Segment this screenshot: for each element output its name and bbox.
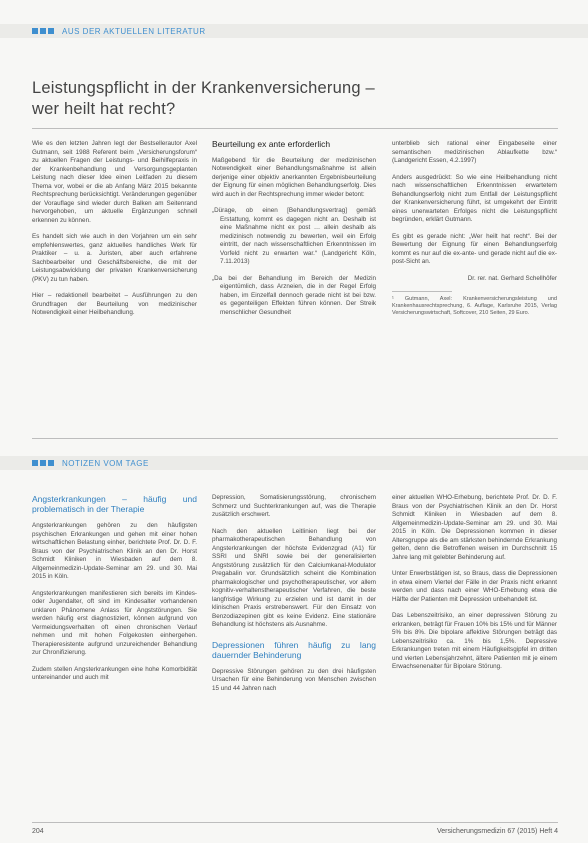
square-icon: [32, 460, 38, 466]
paragraph: Anders ausgedrückt: So wie eine Heilbehandlung nicht nach wissenschaftlichen Erkenntnissen erwartetem Behandlungserfolg nicht zum Entfall der Leistungspflicht der Krankenversicherung führt, ist umgekehrt der Eintritt eines unerwarteten Erfolges nicht die Leistungspflicht begründen, erklärt Gutmann.: [392, 173, 557, 223]
article-title-line-2: wer heilt hat recht?: [32, 100, 176, 118]
note-heading: Angsterkrankungen – häufig und problematisch in der Therapie: [32, 494, 197, 514]
article-title: [32, 78, 562, 120]
page-number: 204: [32, 828, 44, 835]
footnote-rule: [392, 291, 452, 292]
quote: „Dürage, ob einen [Behandlungsvertrag] gemäß Erstattung, kommt es dagegen nicht an. Deshalb ist eine Maßnahme nicht ex post … allein deshalb als medizinisch notwendig zu bewerten, weil ein Erfolg eintritt, der nach wissenschaftlichen Erkenntnissen im Vorfeld nicht zu erwarten war.“ (Landgericht Köln, 7.11.2013): [212, 207, 376, 265]
paragraph: Angsterkrankungen manifestieren sich bereits im Kindes- oder Jugendalter, oft sind im Kindesalter vorhandenen unklaren Phänomene Anlass für Angststörungen. Sie werden häufig erst diagnostiziert, können aufgrund von Vermeidungsverhalten oft einen chronischen Verlauf nehmen und mit hohen Folgekosten einhergehen. Therapieresistente aufgrund unzureichender Behandlung zur Chronifizierung.: [32, 589, 197, 656]
paragraph: Unter Erwerbstätigen ist, so Braus, dass die Depressionen in etwa einem Viertel der Fälle in der Praxis nicht erkannt werden und dass nach einer WHO-Erhebung etwa die Hälfte der Patienten mit Depression unbehandelt ist.: [392, 570, 557, 603]
square-icon: [40, 28, 46, 34]
footer-rule: [32, 822, 558, 823]
divider: [32, 438, 558, 439]
paragraph: unterblieb sich rational einer Eingabeseite einer semantischen medizinischen Ablaufkette bzw.“ (Landgericht Essen, 4.2.1997): [392, 140, 557, 164]
footnote: ¹ Gutmann, Axel: Krankenversicherungsleistung und Krankenhausrechtsprechung, 6. Auflage, Karlsruhe 2015, Verlag Versicherungswirtschaft, Softcover, 210 Seiten, 29 Euro.: [392, 296, 557, 316]
paragraph: Zudem stellen Angsterkrankungen eine hohe Komorbidität untereinander und auch mit: [32, 665, 197, 681]
article-column-2: [212, 140, 376, 325]
journal-name: Versicherungsmedizin 67 (2015) Heft 4: [436, 828, 558, 835]
paragraph: Wie es den letzten Jahren legt der Bestsellerautor Axel Gutmann, seit 1988 Referent beim „Versicherungsforum“ zu aktuellen Fragen der Leistungs- und Beihilfepraxis in der Krankenbehandlung und Versorgungsgeplanten Leistung nach dieser Idee einen Leitfaden zu diesem Thema vor, wobei er die ab Anfang März 2015 bekannte Rechtsprechung berücksichtigt. Veränderungen gegenüber der Vorauflage sind wieder durch Balken am Seitenrand hervorgehoben, um aktuelle Ergänzungen schnell erkennen zu können.: [32, 140, 197, 224]
paragraph: Es gibt es gerade nicht: „Wer heilt hat recht“. Bei der Bewertung der Eignung für einen Behandlungserfolg kommt es nur auf die ex-ante- und gerade nicht auf die ex-post-Sicht an.: [392, 232, 557, 265]
note-heading: Depressionen führen häufig zu lang dauernder Behinderung: [212, 639, 376, 660]
paragraph: Das Lebenszeitrisiko, an einer depressiven Störung zu erkranken, beträgt für Frauen 10% bis 15% und für Männer 5% bis 8%. Die bipolare affektive Störungen beträgt das Lebenszeitrisiko ca. 1% bis 1,5%. Depressive Erkrankungen treten mit einem Häufigkeitsgipfel im dritten und vierten Lebensjahrzehnt, ältere Patienten mit je einem Erwachsenenalter für Bipolare Störung.: [392, 612, 557, 670]
bottom-section-header: [32, 456, 149, 470]
paragraph: Nach den aktuellen Leitlinien liegt bei der pharmakotherapeutischen Behandlung von Angsterkrankungen der höchste Evidenzgrad (A1) für SSRI und SNRI sowie bei der generalisierten Angststörung zusätzlich für den Calciumkanal-Modulator Pregabalin vor. Grundsätzlich scheint die Kombination pharmakologischer und psychotherapeutischer, vor allem kognitiv-verhaltenstherapeutischer Verfahren, die beste langfristige Wirkung zu erzielen und ist damit in der klinischen Praxis erstrebenswert. Für den Einsatz von Benzodiazepinen gibt es keine Evidenz. Eine stationäre Behandlung ist höchstens als Ausnahme.: [212, 527, 376, 628]
paragraph: Angsterkrankungen gehören zu den häufigsten psychischen Erkrankungen und gehen mit einer hohen wirtschaftlichen Belastung einher, berichtete Prof. Dr. D. F. Braus von der Psychiatrischen Klinik an den Dr. Horst Schmidt Kliniken in Wiesbaden auf dem 8. Allgemeinmedizin-Update-Seminar am 29. und 30. Mai 2015 in Köln.: [32, 522, 197, 580]
divider: [32, 128, 558, 129]
notes-column-2: [212, 494, 376, 701]
square-icon: [48, 460, 54, 466]
square-icon: [32, 28, 38, 34]
article-column-3: [392, 140, 557, 325]
top-section-header: [32, 24, 206, 38]
square-icon: [48, 28, 54, 34]
article-title-line-1: Leistungspflicht in der Krankenversicherung –: [32, 79, 375, 97]
square-icon: [40, 460, 46, 466]
quote: „Da bei der Behandlung im Bereich der Medizin eigentümlich, dass Arzneien, die in der Regel Erfolg haben, im Einzelfall dennoch gerade nicht ist bei bzw. es gegenteiligen Effekten führen können. Der Streik menschlicher Gesundheit: [212, 274, 376, 316]
notes-column-3: [392, 494, 557, 680]
article-column-1: [32, 140, 197, 326]
paragraph: Depression, Somatisierungsstörung, chronischem Schmerz und Suchterkrankungen auf, was die Therapie zusätzlich erschwert.: [212, 494, 376, 518]
column-heading: Beurteilung ex ante erforderlich: [212, 139, 331, 149]
paragraph: Depressive Störungen gehören zu den drei häufigsten Ursachen für eine Behinderung von Menschen zwischen 15 und 44 Jahren nach: [212, 667, 376, 692]
section-label: NOTIZEN VOM TAGE: [62, 458, 149, 468]
paragraph: einer aktuellen WHO-Erhebung, berichtete Prof. Dr. D. F. Braus von der Psychiatrischen Klinik an den Dr. Horst Schmidt Kliniken in Wiesbaden auf dem 8. Allgemeinmedizin-Update-Seminar am 29. und 30. Mai 2015 in Köln. Die Depressionen kommen in dieser Altersgruppe als die am stärksten behindernde Erkrankung gelten, denn die Betroffenen weisen im Durchschnitt 15 Jahre lang mit gelebter Behinderung auf.: [392, 494, 557, 561]
section-label: AUS DER AKTUELLEN LITERATUR: [62, 26, 206, 36]
signature: Dr. rer. nat. Gerhard Schellhöfer: [467, 274, 557, 282]
paragraph: Hier – redaktionell bearbeitet – Ausführungen zu den Grundfragen der Beurteilung von medizinischer Notwendigkeit einer Heilbehandlung.: [32, 292, 197, 316]
paragraph: Es handelt sich wie auch in den Vorjahren um ein sehr empfehlenswertes, ganz aktuelles handliches Werk für Praktiker – u. a. Juristen, aber auch erfahrene Sachbearbeiter und Geschäftsbereiche, die mit der Leistungsabwicklung der privaten Krankenversicherung (PKV) zu tun haben.: [32, 233, 197, 283]
paragraph: Maßgebend für die Beurteilung der medizinischen Notwendigkeit einer Behandlungsmaßnahme ist allein derjenige einer objektiv anerkannten Ergebnisbeurteilung der Eignung für einen möglichen Behandlungserfolg. Dies wird auch in der Rechtsprechung immer wieder betont:: [212, 156, 376, 198]
notes-column-1: [32, 494, 197, 691]
